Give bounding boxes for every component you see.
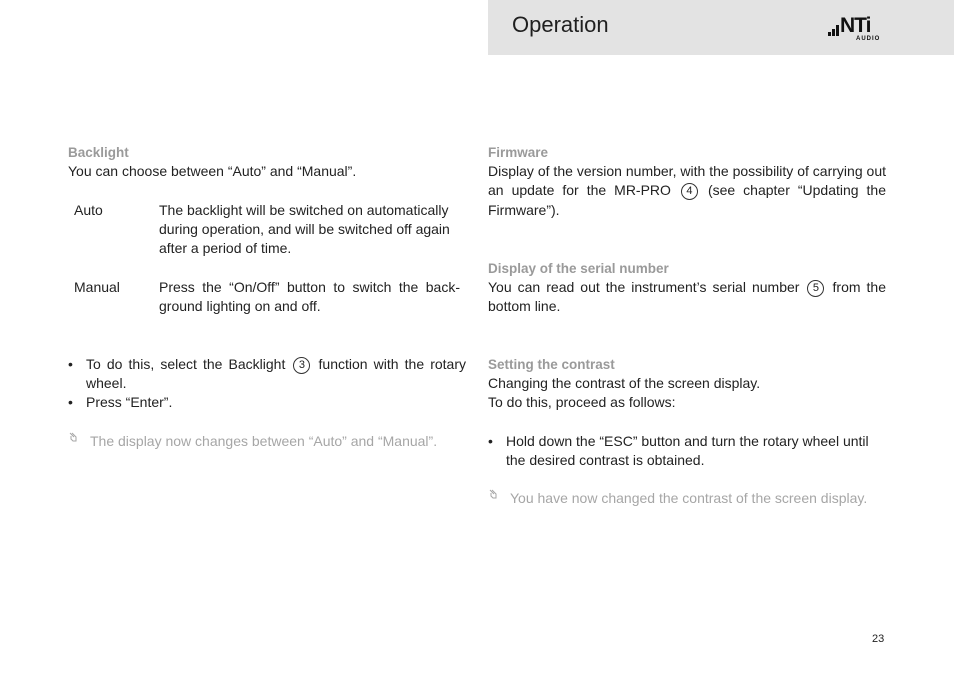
contrast-result-note <box>488 489 886 508</box>
logo-subtext: AUDIO <box>856 36 881 42</box>
logo-text: NTi <box>840 14 871 37</box>
pointing-hand-icon <box>488 487 502 501</box>
contrast-line2: To do this, proceed as follows: <box>488 394 676 411</box>
logo-bars-icon <box>828 24 840 36</box>
bullet-dot: • <box>488 433 493 449</box>
list-item <box>68 355 466 393</box>
header-bar <box>488 0 954 55</box>
bullet1-text-a: To do this, select the Backlight <box>86 356 286 372</box>
backlight-section <box>68 143 466 181</box>
page-title: Operation <box>512 12 609 37</box>
serial-text-a: You can read out the instrument’s serial number <box>488 279 800 296</box>
contrast-section <box>488 355 886 413</box>
reference-number-3: 3 <box>293 357 310 374</box>
auto-description: The backlight will be switched on automatically during operation, and will be switched off again after a period of time. <box>159 202 450 257</box>
auto-term: Auto <box>74 202 103 218</box>
bullet1-text-b: function with the rotary wheel. <box>86 356 466 392</box>
firmware-heading: Firmware <box>488 145 549 160</box>
contrast-bullet-text: Hold down the “ESC” button and turn the rotary wheel until the desired contrast is obtained. <box>506 433 869 469</box>
serial-heading: Display of the serial number <box>488 261 669 276</box>
nti-audio-logo <box>828 14 886 44</box>
serial-text-b: from the bottom line. <box>488 279 887 315</box>
pointing-hand-icon <box>68 430 82 444</box>
contrast-line1: Changing the contrast of the screen display. <box>488 375 761 392</box>
manual-description: Press the “On/Off” button to switch the back-ground lighting on and off. <box>159 279 460 315</box>
backlight-heading: Backlight <box>68 145 129 160</box>
bullet-dot: • <box>68 394 73 411</box>
bullet2-text: Press “Enter”. <box>86 394 173 411</box>
backlight-note-text: The display now changes between “Auto” and “Manual”. <box>90 433 438 449</box>
contrast-steps <box>488 432 886 470</box>
backlight-intro: You can choose between “Auto” and “Manual”. <box>68 163 357 180</box>
manual-term: Manual <box>74 279 120 295</box>
firmware-section <box>488 143 886 220</box>
bullet-dot: • <box>68 356 73 372</box>
contrast-heading: Setting the contrast <box>488 357 615 372</box>
firmware-text-a: Display of the version number, with the possibility of carrying out an update for the MR-PRO <box>488 163 886 199</box>
reference-number-4: 4 <box>681 183 698 200</box>
reference-number-5: 5 <box>807 280 824 297</box>
serial-section <box>488 259 886 317</box>
list-item <box>488 432 886 470</box>
backlight-result-note <box>68 432 466 451</box>
contrast-note-text: You have now changed the contrast of the screen display. <box>510 490 868 506</box>
firmware-text-b: (see chapter “Updating the Firmware”). <box>488 182 887 218</box>
backlight-steps <box>68 355 466 413</box>
page-number: 23 <box>872 633 885 645</box>
list-item <box>68 393 466 412</box>
